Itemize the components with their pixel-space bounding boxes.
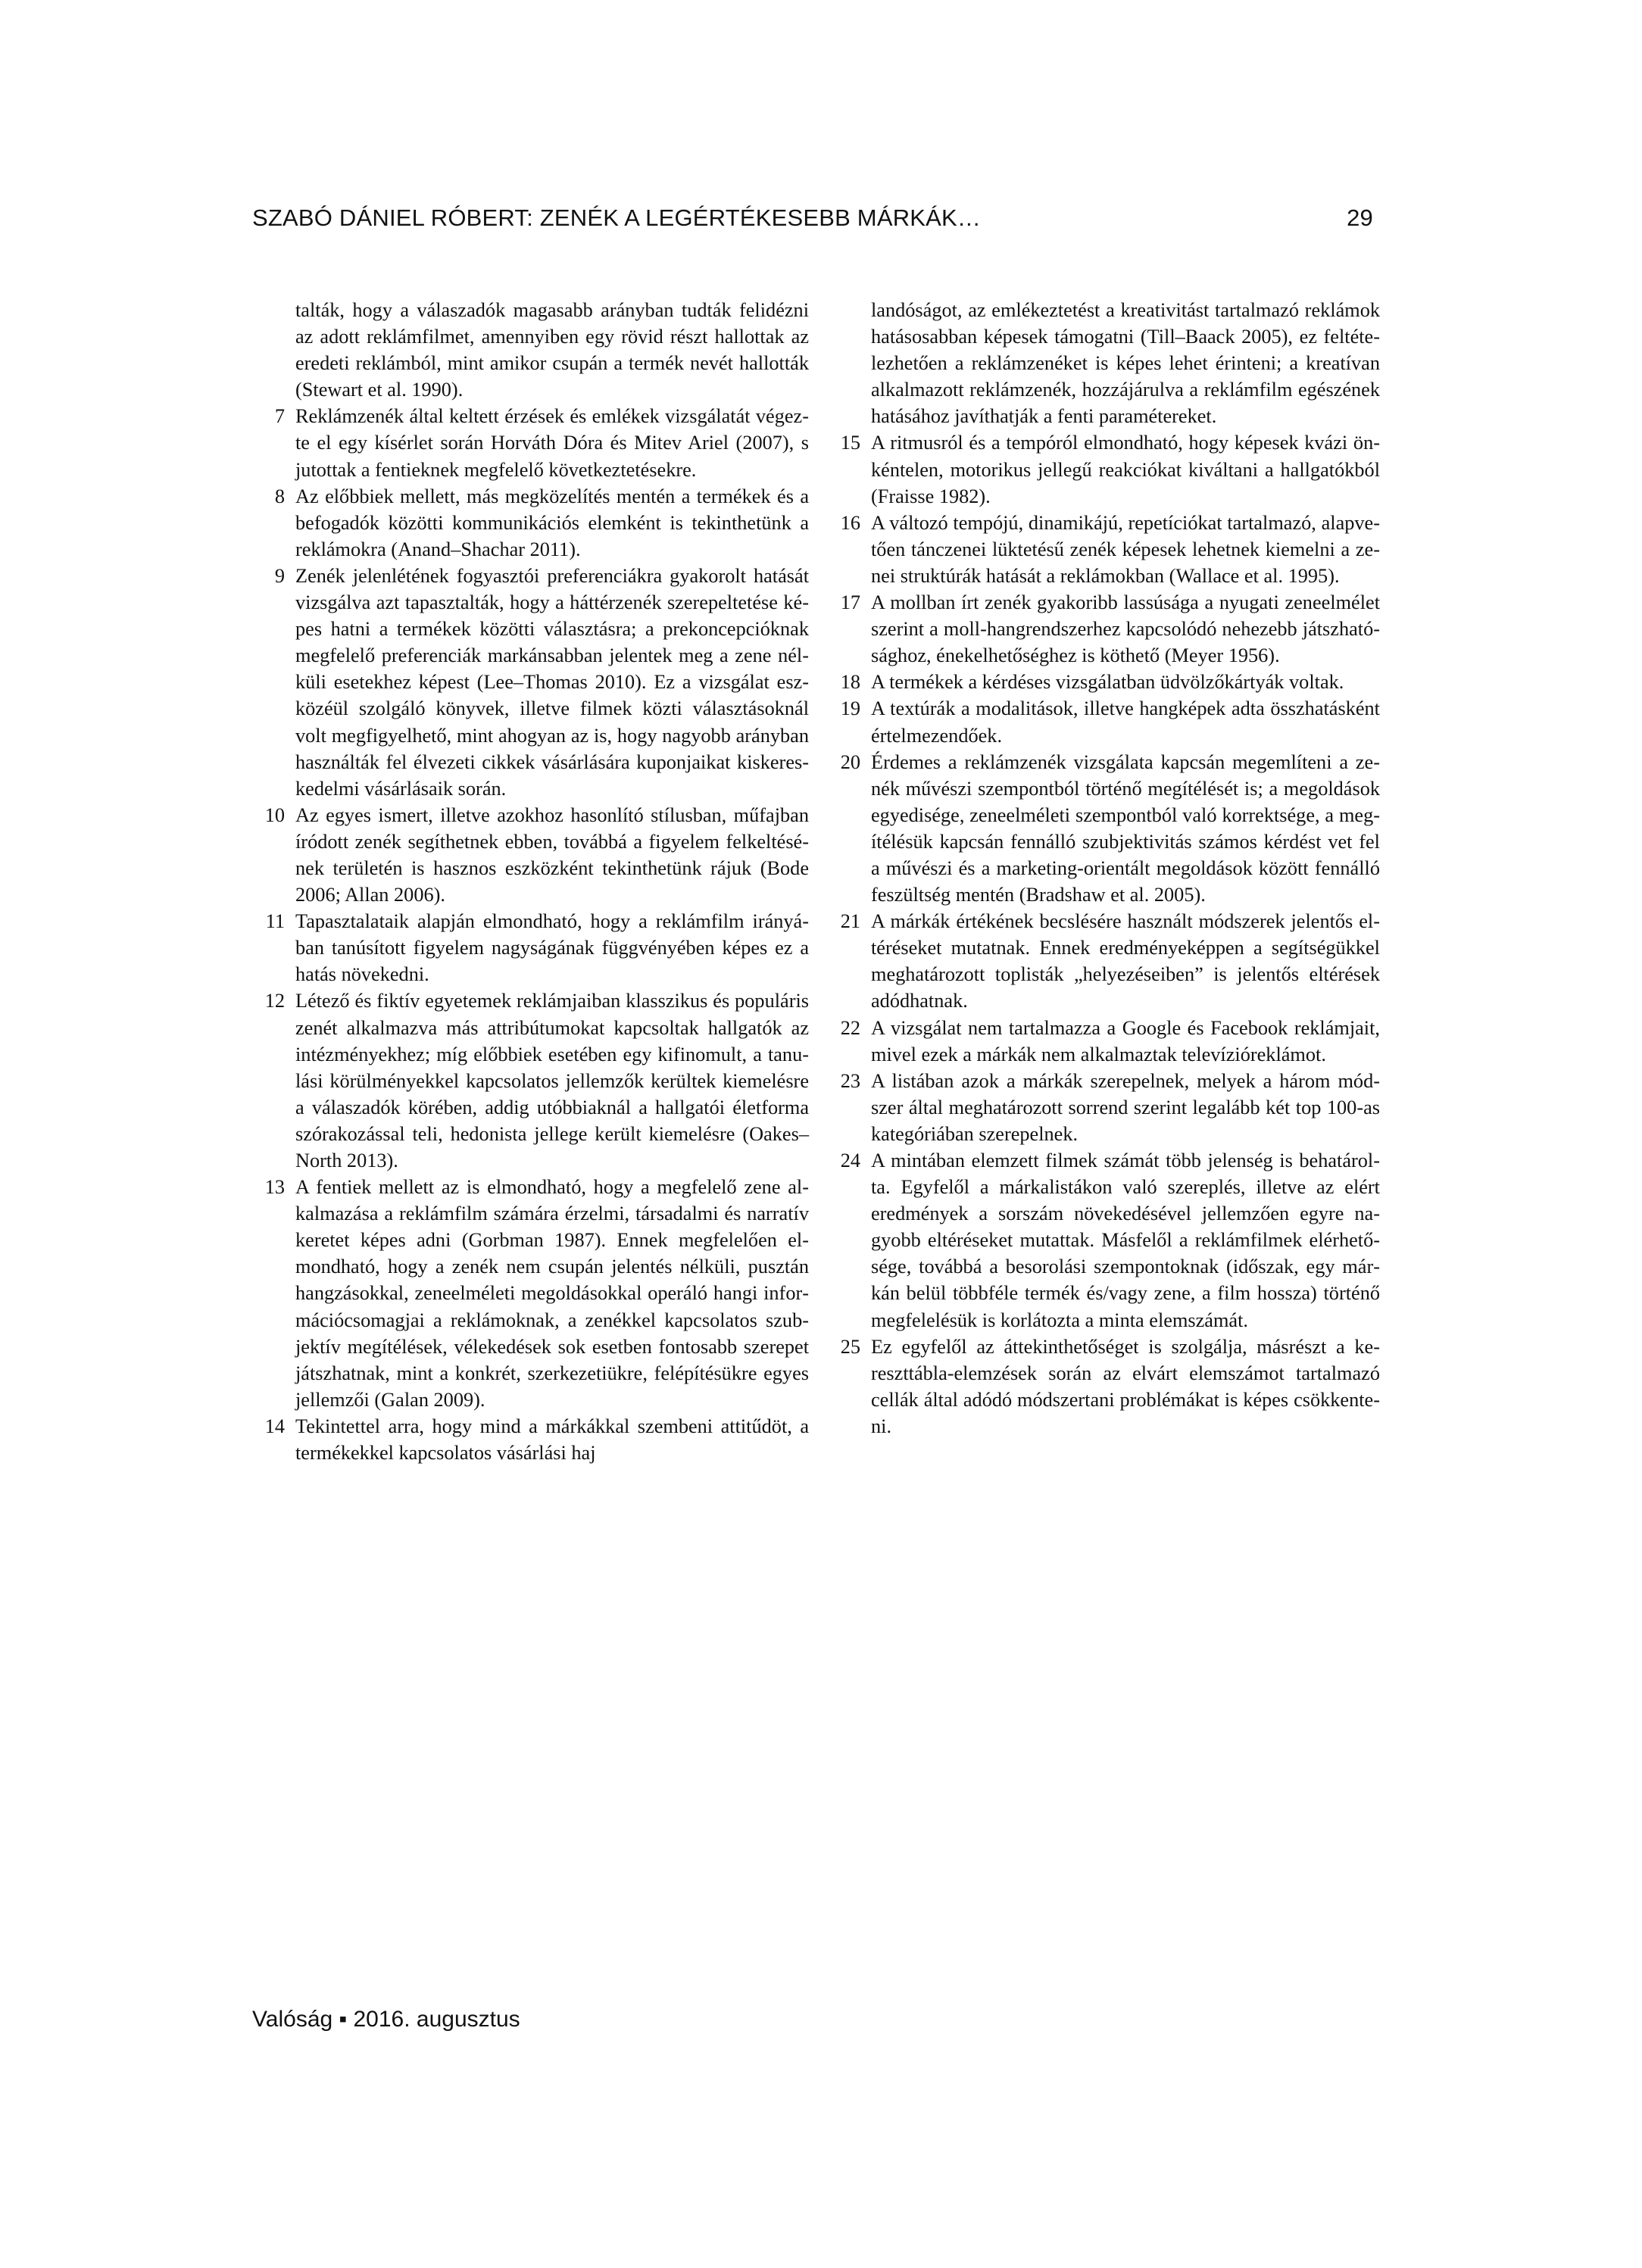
note-number: 17 [840, 591, 860, 614]
note-text: landóságot, az emlékeztetést a kreativitást tartalmazó reklámok hatásosabban képesek támogatni (Till–Baack 2005), ez feltételezhetően a reklámzenéket is képes lehet érinteni; a kreatívan alkalmazott reklámzenék, hozzájárulva a reklámfilm egészének hatásához javíthatják a fenti paramétereket. [871, 299, 1380, 428]
note-text: Érdemes a reklámzenék vizsgálata kapcsán megemlíteni a zenék művészi szempontból történő megítélését is; a megoldások egyedisége, zeneelméleti szempontból való korrektsége, a megítélésük kapcsán fennálló szubjektivitás számos kérdést vet fel a művészi és a marketing-orientált megoldások között fennálló feszültség mentén (Bradshaw et al. 2005). [871, 750, 1380, 906]
note-10 [264, 802, 809, 908]
note-text: Ez egyfelől az áttekinthetőséget is szolgálja, másrészt a kereszttábla-elemzések során az elvárt elemszámot tartalmazó cellák által adódó módszertani problémákat is képes csökkenteni. [871, 1335, 1380, 1437]
note-number: 9 [274, 564, 285, 587]
note-9 [274, 563, 809, 802]
note-number: 15 [840, 432, 860, 454]
note-text: A listában azok a márkák szerepelnek, melyek a három módszer által meghatározott sorrend szerint legalább két top 100-as kategóriában szerepelnek. [871, 1069, 1380, 1145]
note-text: Tapasztalataik alapján elmondható, hogy a reklámfilm irányában tanúsított figyelem nagyságának függvényében képes ez a hatás növekedni. [295, 910, 809, 986]
note-number: 18 [840, 671, 860, 694]
note-number: 13 [264, 1176, 285, 1199]
footer-text: Valóság ▪ 2016. augusztus [252, 2007, 520, 2032]
note-number: 8 [274, 485, 285, 507]
note-21 [840, 908, 1380, 1014]
note-text: A mintában elemzett filmek számát több jelenség is behatárolta. Egyfelől a márkalistákon való szereplés, illetve az elért eredmények a sorszám növekedésével jellemzően egyre nagyobb eltéréseket mutattak. Másfelől a reklámfilmek elérhetősége, továbbá a besorolási szempontoknak (időszak, egy márkán belül többféle termék és/vagy zene, a film hossza) történő megfelelésük is korlátozta a minta elemszámát. [871, 1150, 1380, 1331]
note-13 [264, 1174, 809, 1413]
right-column [840, 297, 1380, 1440]
note-11 [265, 908, 809, 987]
note-20 [840, 749, 1380, 909]
note-text: Az előbbiek mellett, más megközelítés mentén a termékek és a befogadók közötti kommunikációs elemként is tekinthetünk a reklámokra (Anand–Shachar 2011). [295, 485, 809, 560]
note-15 [840, 429, 1380, 509]
note-number: 21 [840, 910, 860, 933]
page-number: 29 [1347, 204, 1373, 231]
note-number: 22 [840, 1016, 860, 1039]
note-7 [274, 403, 809, 482]
note-text: A termékek a kérdéses vizsgálatban üdvölzőkártyák voltak. [871, 671, 1344, 694]
note-text: talták, hogy a válaszadók magasabb arányban tudták felidézni az adott reklámfilmet, amennyiben egy rövid részt hallottak az eredeti reklámból, mint amikor csupán a termék nevét hallották (Stewart et al. 1990). [295, 299, 809, 401]
note-number: 24 [840, 1150, 860, 1171]
running-title: SZABÓ DÁNIEL RÓBERT: ZENÉK A LEGÉRTÉKESEBB MÁRKÁK… [252, 204, 982, 231]
note-23 [840, 1068, 1380, 1147]
note-continuation [295, 297, 809, 403]
note-number: 23 [840, 1069, 860, 1092]
note-24 [840, 1147, 1380, 1334]
note-18 [840, 669, 1380, 695]
note-continuation [871, 297, 1380, 429]
note-number: 7 [274, 405, 285, 428]
note-text: A változó tempójú, dinamikájú, repetíciókat tartalmazó, alapvetően tánczenei lüktetésű zenék képesek lehetnek kiemelni a zenei struktúrák hatását a reklámokban (Wallace et al. 1995). [871, 511, 1380, 587]
note-text: Az egyes ismert, illetve azokhoz hasonlító stílusban, műfajban íródott zenék segíthetnek ebben, továbbá a figyelem felkeltésének területén is hasznos eszközként tekinthetünk rájuk (Bode 2006; Allan 2006). [295, 803, 809, 906]
note-text: A fentiek mellett az is elmondható, hogy a megfelelő zene alkalmazása a reklámfilm számára érzelmi, társadalmi és narratív keretet képes adni (Gorbman 1987). Ennek megfelelően elmondható, hogy a zenék nem csupán jelentés nélküli, pusztán hangzásokkal, zeneelméleti megoldásokkal operáló hangi információcsomagjai a reklámoknak, a zenékkel kapcsolatos szubjektív megítélések, vélekedések sok esetben fontosabb szerepet játszhatnak, mint a konkrét, szerkezetiükre, felépítésükre egyes jellemzői (Galan 2009). [295, 1176, 809, 1411]
note-number: 11 [265, 910, 285, 933]
note-number: 14 [264, 1415, 285, 1437]
note-text: Reklámzenék által keltett érzések és emlékek vizsgálatát végezte el egy kísérlet során Horváth Dóra és Mitev Ariel (2007), s jutottak a fentieknek megfelelő következtetésekre. [295, 405, 809, 481]
note-text: A ritmusról és a tempóról elmondható, hogy képesek kvázi önkéntelen, motorikus jellegű reakciókat kiváltani a hallgatókból (Fraisse 1982). [871, 432, 1380, 507]
note-text: Zenék jelenlétének fogyasztói preferenciákra gyakorolt hatását vizsgálva azt tapasztalták, hogy a háttérzenék szerepeltetése képes hatni a termékek közötti választásra; a prekoncepcióknak megfelelő preferenciák markánsabban jelentek meg a zene nélküli esetekhez képest (Lee–Thomas 2010). Ez a vizsgálat eszközéül szolgáló könyvek, illetve filmek közti választásoknál volt megfigyelhető, mint ahogyan az is, hogy nagyobb arányban használták fel élvezeti cikkek vásárlására kuponjaikat kiskereskedelmi vásárlásaik során. [295, 564, 809, 800]
note-text: A textúrák a modalitások, illetve hangképek adta összhatásként értelmezendőek. [871, 697, 1380, 747]
note-number: 10 [264, 803, 285, 826]
note-text: A márkák értékének becslésére használt módszerek jelentős eltéréseket mutatnak. Ennek eredményeképpen a segítségükkel meghatározott toplisták „helyezéseiben” is jelentős eltérések adódhatnak. [871, 910, 1380, 1012]
left-column [264, 297, 809, 1466]
note-number: 16 [840, 511, 860, 534]
running-header [252, 204, 1373, 232]
note-22 [840, 1015, 1380, 1068]
note-text: A mollban írt zenék gyakoribb lassúsága a nyugati zeneelmélet szerint a moll-hangrendszerhez kapcsolódó nehezebb játszhatósághoz, énekelhetőséghez is köthető (Meyer 1956). [871, 591, 1380, 667]
note-number: 19 [840, 697, 860, 720]
footer [252, 2007, 520, 2032]
note-12 [264, 987, 809, 1174]
note-17 [840, 589, 1380, 669]
note-16 [840, 510, 1380, 589]
note-text: A vizsgálat nem tartalmazza a Google és Facebook reklámjait, mivel ezek a márkák nem alkalmaztak televízióreklámot. [871, 1016, 1380, 1065]
note-8 [274, 483, 809, 563]
note-text: Létező és fiktív egyetemek reklámjaiban klasszikus és populáris zenét alkalmazva más attribútumokat kapcsoltak hallgatók az intézményekhez; míg előbbiek esetében egy kifinomult, a tanulási körülményekkel kapcsolatos jellemzők kerültek kiemelésre a válaszadók körében, addig utóbbiaknál a hallgatói életforma szórakozással teli, hedonista jellege került kiemelésre (Oakes–North 2013). [295, 990, 809, 1171]
note-25 [840, 1334, 1380, 1440]
note-number: 25 [840, 1335, 860, 1358]
note-19 [840, 695, 1380, 748]
note-number: 20 [840, 750, 860, 773]
note-number: 12 [264, 990, 285, 1012]
note-14 [264, 1413, 809, 1466]
note-text: Tekintettel arra, hogy mind a márkákkal szembeni attitűdöt, a termékekkel kapcsolatos vásárlási haj [295, 1415, 809, 1465]
